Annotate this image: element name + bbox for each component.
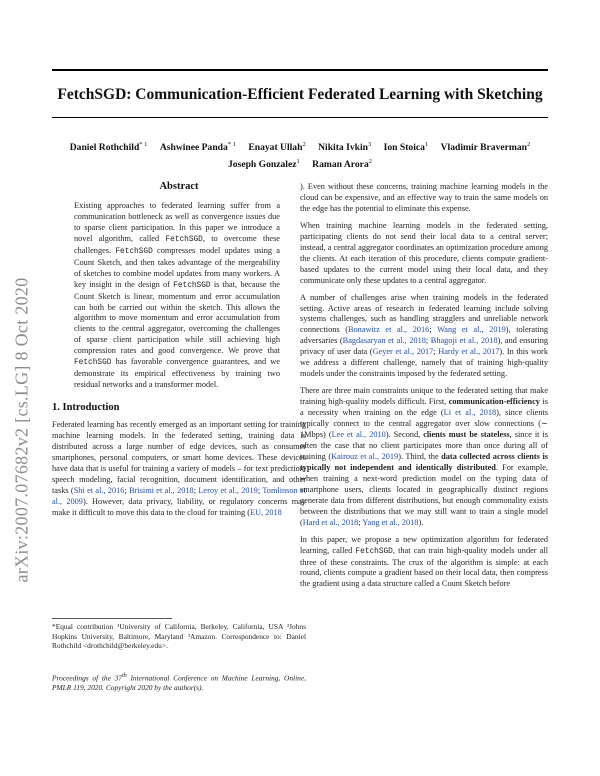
abstract-body: Existing approaches to federated learning suffer from a communication bottleneck as well as convergence issues due to sparse client participation. In this paper we introduce a novel algorithm, called FetchSGD, to overcome these challenges. FetchSGD compresses model updates using a Count Sketch, and then takes advantage of the mergeability of sketches to combine model updates from many workers. A key insight in the design of FetchSGD is that, because the Count Sketch is linear, momentum and error accumulation can both be carried out within the sketch. This allows the algorithm to move momentum and error accumulation from clients to the central aggregator, overcoming the challenges of sparse client participation while still achieving high compression rates and good convergence. We prove that FetchSGD has favorable convergence guarantees, and we demonstrate its empirical effectiveness by training two residual networks and a transformer model. xyxy=(74,200,280,390)
citation-link[interactable]: Tomlinson et al., 2009 xyxy=(52,485,306,506)
arxiv-watermark: arXiv:2007.07682v2 [cs.LG] 8 Oct 2020 xyxy=(11,277,32,583)
author-line-1 xyxy=(52,138,548,155)
citation-link[interactable]: Wang et al., 2019 xyxy=(437,325,506,335)
author: Enayat Ullah$^2$ xyxy=(248,141,306,154)
citation-link[interactable]: Shi et al., 2016 xyxy=(73,485,125,495)
author-list xyxy=(52,138,548,172)
title-top-rule xyxy=(52,69,548,71)
intro-paragraph-3: A number of challenges arise when training models in the federated setting. Active areas of research in federated learning include solving systems challenges, such as handling stragglers and unreliable network connections (Bonawitz et al., 2016; Wang et al., 2019), tolerating adversaries (Bagdasaryan et al., 2018; Bhagoji et al., 2018), and ensuring privacy of user data (Geyer et al., 2017; Hardy et al., 2017). In this work we address a different challenge, namely that of training high-quality models under the constraints imposed by the federated setting. xyxy=(300,292,549,379)
author: Vladimir Braverman$^2$ xyxy=(440,141,531,154)
citation-link[interactable]: Hard et al., 2018 xyxy=(302,517,359,527)
citation-link[interactable]: EU, 2018 xyxy=(250,507,282,517)
intro-paragraph-2: When training machine learning models in the federated setting, participating clients do not send their local data to a central server; instead, a central aggregator coordinates an optimization procedure among the clients. At each iteration of this procedure, clients compute gradient-based updates to the current model using their local data, and they communicate only these updates to a central aggregator. xyxy=(300,220,548,285)
footnote-proceedings: Proceedings of the 37th International Conference on Machine Learning, Online, PMLR 119, 2020. Copyright 2020 by the author(s). xyxy=(52,673,306,693)
footnote-affiliations: *Equal contribution ¹University of California, Berkeley, California, USA ²Johns Hopkins University, Baltimore, Maryland ³Amazon. Correspondence to: Daniel Rothchild <drothchild@berkeley.edu>. xyxy=(52,622,306,651)
citation-link[interactable]: Bagdasaryan et al., 2018 xyxy=(342,336,426,346)
intro-paragraph-1: Federated learning has recently emerged as an important setting for training machine learning models. In the federated setting, training data is distributed across a large number of edge devices, such as consumer smartphones, personal computers, or smart home devices. These devices have data that is useful for training a variety of models – for text prediction, speech modeling, facial recognition, document identification, and other tasks (Shi et al., 2016; Brisimi et al., 2018; Leroy et al., 2019; Tomlinson et al., 2009). However, data privacy, liability, or regulatory concerns may make it difficult to move this data to the cloud for training (EU, 2018 xyxy=(52,420,306,517)
citation-link[interactable]: Bhagoji et al., 2018 xyxy=(430,336,498,346)
intro-paragraph-5: In this paper, we propose a new optimization algorithm for federated learning, called FetchSGD, that can train high-quality models under all three of these constraints. The crux of the algorithm is simple: at each round, clients compute a gradient based on their local data, then compress the gradient using a data structure called a Count Sketch before xyxy=(300,534,549,589)
intro-paragraph-1-continued: ). Even without these concerns, training machine learning models in the cloud can be expensive, and an effective way to train the same models on the edge has the potential to eliminate this expense. xyxy=(300,182,548,213)
citation-link[interactable]: Kairouz et al., 2019 xyxy=(331,451,399,461)
author: Ion Stoica$^1$ xyxy=(383,141,429,154)
citation-link[interactable]: Geyer et al., 2017 xyxy=(372,347,434,357)
author: Raman Arora$^2$ xyxy=(312,158,372,171)
citation-link[interactable]: Leroy et al., 2019 xyxy=(198,485,258,495)
citation-link[interactable]: Bonawitz et al., 2016 xyxy=(348,325,430,335)
citation-link[interactable]: Hardy et al., 2017 xyxy=(438,347,500,357)
intro-paragraph-4: There are three main constraints unique to the federated setting that make training high-quality models difficult. First, communication-efficiency is a necessity when training on the edge (Li et al., 2018), since clients typically connect to the central aggregator over slow connections (∼ 1Mbps) (Lee et al., 2010). Second, clients must be stateless, since it is often the case that no client participates more than once during all of training (Kairouz et al., 2019). Third, the data collected across clients is typically not independent and identically distributed. For example, when training a next-word prediction model on the typing data of smartphone users, clients located in geographically distinct regions generate data from different distributions, but enough commonality exists between the distributions that we may still want to train a single model (Hard et al., 2018; Yang et al., 2018). xyxy=(300,386,548,527)
citation-link[interactable]: Yang et al., 2018 xyxy=(362,517,419,527)
right-column xyxy=(300,182,548,596)
author: Ashwinee Panda$^{* 1}$ xyxy=(159,141,236,154)
section-heading-introduction: 1. Introduction xyxy=(52,402,120,414)
citation-link[interactable]: Brisimi et al., 2018 xyxy=(129,485,194,495)
title-bottom-rule xyxy=(52,117,548,118)
author-line-2 xyxy=(52,155,548,172)
paper-title: FetchSGD: Communication-Efficient Federated Learning with Sketching xyxy=(57,86,543,103)
citation-link[interactable]: Lee et al., 2010 xyxy=(331,430,386,440)
abstract-heading: Abstract xyxy=(159,181,199,192)
left-column xyxy=(52,182,306,525)
author: Daniel Rothchild$^{* 1}$ xyxy=(69,141,148,154)
footnote-rule xyxy=(52,618,172,619)
author: Nikita Ivkin$^3$ xyxy=(318,141,372,154)
author: Joseph Gonzalez$^1$ xyxy=(228,158,300,171)
citation-link[interactable]: Li et al., 2018 xyxy=(443,408,497,418)
